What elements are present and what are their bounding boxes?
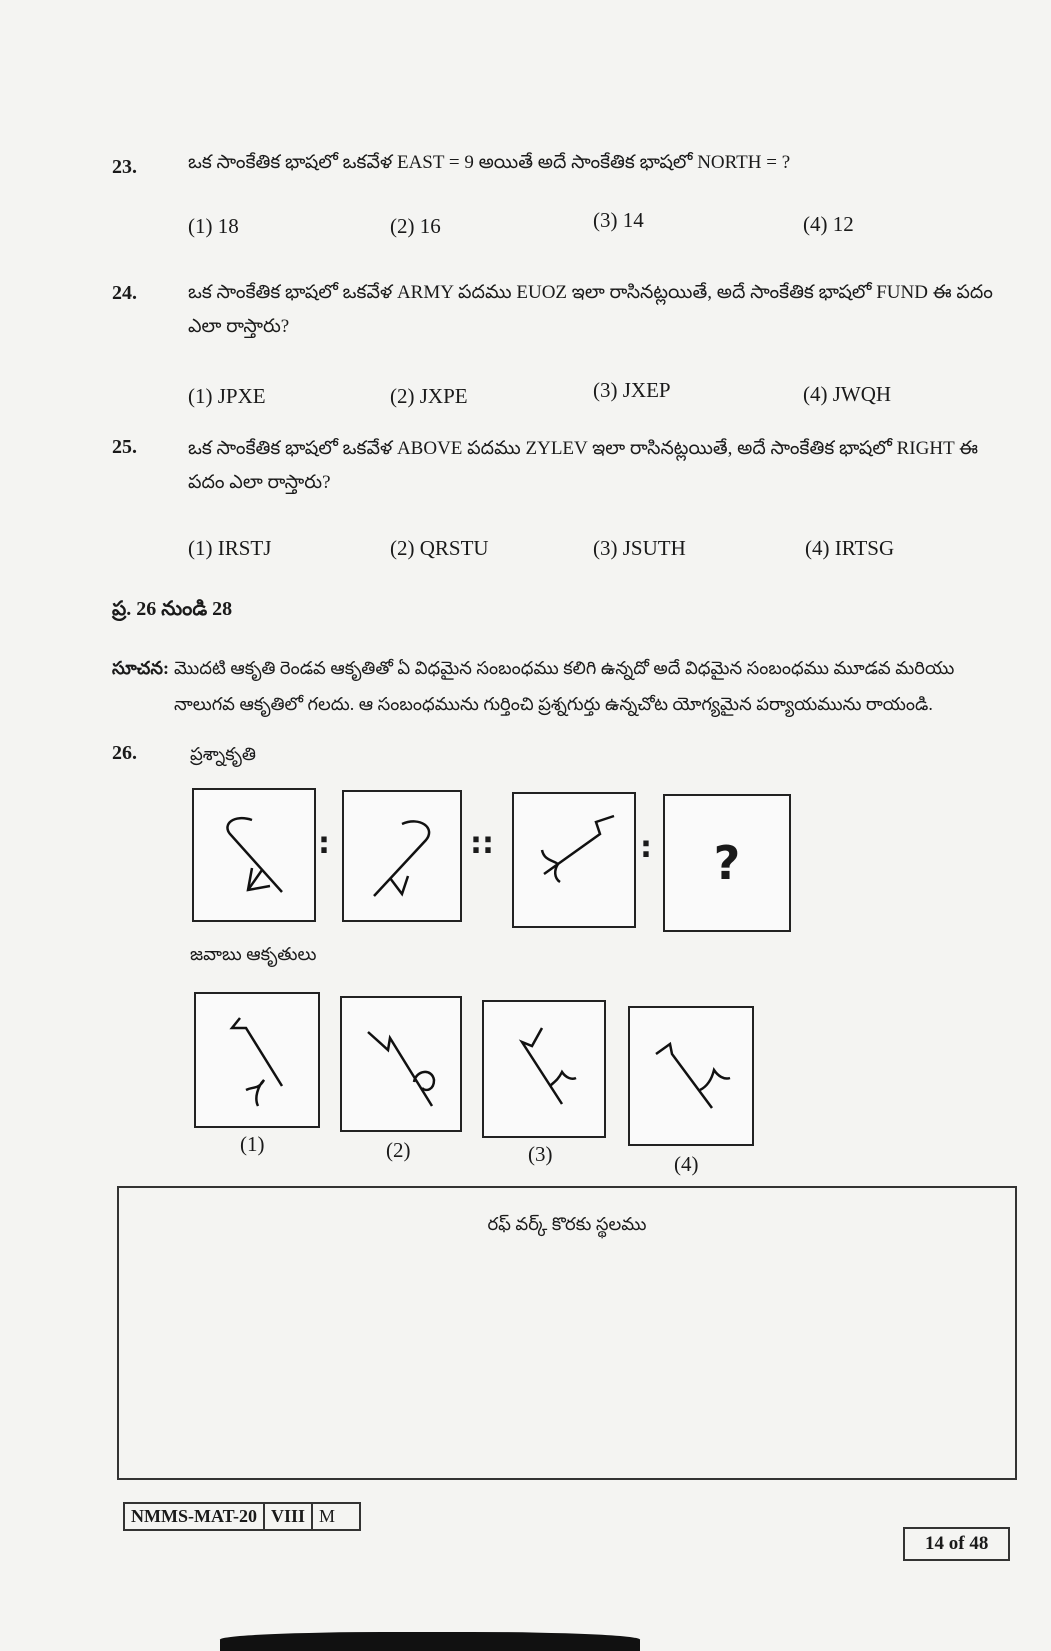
- answer-number-1: (1): [240, 1132, 265, 1156]
- medium-code: M: [319, 1506, 336, 1526]
- ratio-separator: :: [318, 826, 330, 861]
- answer-figure-2[interactable]: [340, 996, 462, 1132]
- question-figure-3: [512, 792, 636, 928]
- answer-1-shape: [196, 994, 318, 1126]
- option-2[interactable]: (2) QRSTU: [390, 536, 489, 560]
- ratio-separator-2: :: [640, 830, 652, 865]
- option-4[interactable]: (4) IRTSG: [805, 536, 895, 560]
- question-figure-4: [663, 794, 791, 932]
- paper-code-box: [123, 1502, 361, 1531]
- question-23-text: ఒక సాంకేతిక భాషలో ఒకవేళ EAST = 9 అయితే అదే సాంకేతిక భాషలో NORTH = ?: [188, 152, 791, 173]
- option-3[interactable]: (3) JSUTH: [593, 536, 686, 560]
- answer-number-3: (3): [528, 1142, 553, 1166]
- option-3[interactable]: (3) JXEP: [593, 378, 671, 402]
- instruction-text: మొదటి ఆకృతి రెండవ ఆకృతితో ఏ విధమైన సంబంధము కలిగి ఉన్నదో అదే విధమైన సంబంధము మూడవ మరియు నాలుగవ ఆకృతిలో గలదు. ఆ సంబంధమును గుర్తించి ప్రశ్నగుర్తు ఉన్నచోట యోగ్యమైన పర్యాయమును రాయండి.: [174, 658, 955, 714]
- answer-4-shape: [630, 1008, 752, 1144]
- class-code: VIII: [265, 1504, 313, 1529]
- scan-shadow: [220, 1632, 640, 1651]
- rough-work-box: [117, 1186, 1017, 1480]
- answer-3-shape: [484, 1002, 604, 1136]
- option-2[interactable]: (2) JXPE: [390, 384, 468, 408]
- hook-arrow-figure: [194, 790, 314, 920]
- paper-code: NMMS-MAT-20: [125, 1504, 265, 1529]
- page-number: 14 of 48: [903, 1527, 1010, 1561]
- question-25-number: 25.: [112, 436, 137, 458]
- rough-work-title: రఫ్ వర్క్ కొరకు స్థలము: [487, 1214, 647, 1234]
- question-26-number: 26.: [112, 742, 137, 764]
- option-1[interactable]: (1) JPXE: [188, 384, 266, 408]
- option-3[interactable]: (3) 14: [593, 208, 644, 232]
- option-4[interactable]: (4) 12: [803, 212, 854, 236]
- question-figure-1: [192, 788, 316, 922]
- question-24-text: ఒక సాంకేతిక భాషలో ఒకవేళ ARMY పదము EUOZ ఇలా రాసినట్లయితే, అదే సాంకేతిక భాషలో FUND ఈ పదం ఎలా రాస్తారు?: [188, 282, 993, 337]
- question-mark: ?: [713, 836, 741, 890]
- option-4[interactable]: (4) JWQH: [803, 382, 892, 406]
- answer-number-4: (4): [674, 1152, 699, 1176]
- zigzag-fork-figure: [514, 794, 634, 926]
- instruction: [112, 650, 1012, 714]
- option-2[interactable]: (2) 16: [390, 214, 441, 238]
- section-title: ప్ర. 26 నుండి 28: [112, 598, 233, 620]
- question-23-number: 23.: [112, 156, 137, 178]
- answer-figure-4[interactable]: [628, 1006, 754, 1146]
- answer-number-2: (2): [386, 1138, 411, 1162]
- answer-2-shape: [342, 998, 460, 1130]
- question-25-text: ఒక సాంకేతిక భాషలో ఒకవేళ ABOVE పదము ZYLEV ఇలా రాసినట్లయితే, అదే సాంకేతిక భాషలో RIGHT ఈ పదం ఎలా రాస్తారు?: [188, 438, 978, 493]
- question-figures-label: ప్రశ్నాకృతి: [190, 744, 256, 764]
- analogy-separator: ::: [470, 826, 494, 861]
- answer-figure-3[interactable]: [482, 1000, 606, 1138]
- mirrored-hook-arrow-figure: [344, 792, 460, 920]
- question-24-number: 24.: [112, 282, 137, 304]
- answer-figures-label: జవాబు ఆకృతులు: [190, 944, 317, 964]
- option-1[interactable]: (1) 18: [188, 214, 239, 238]
- answer-figure-1[interactable]: [194, 992, 320, 1128]
- question-figure-2: [342, 790, 462, 922]
- instruction-label: సూచన:: [112, 658, 169, 678]
- option-1[interactable]: (1) IRSTJ: [188, 536, 272, 560]
